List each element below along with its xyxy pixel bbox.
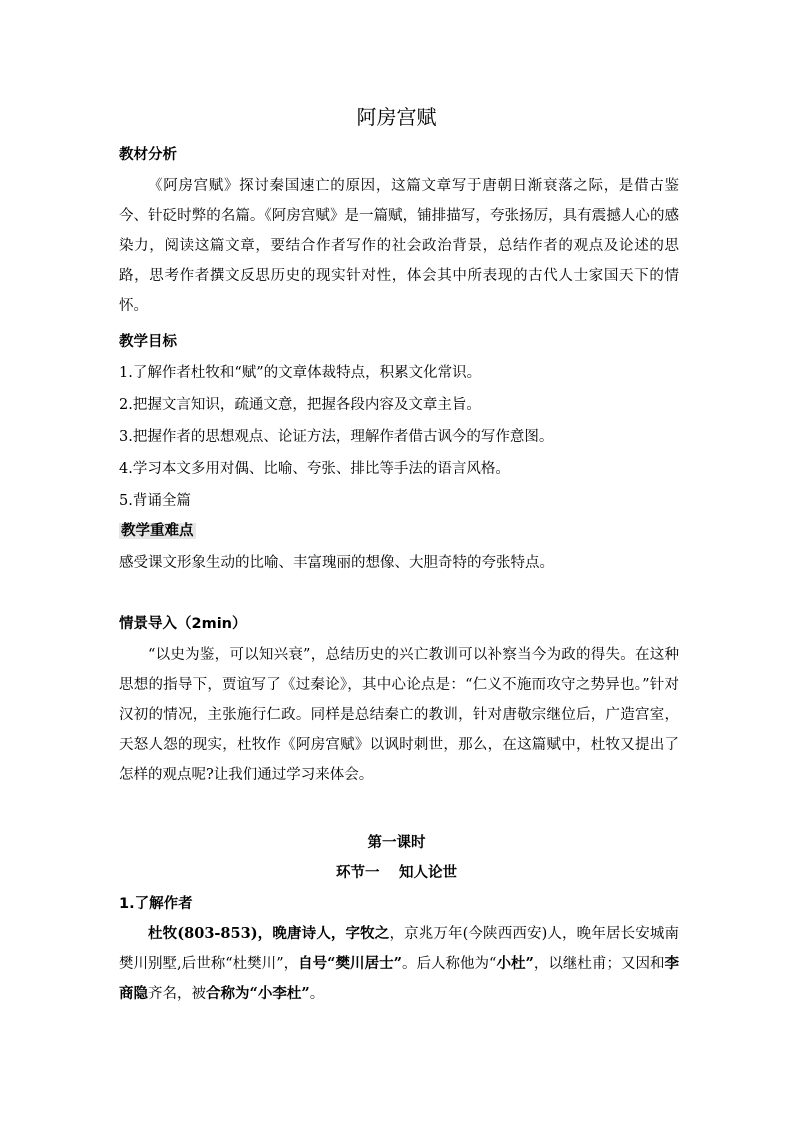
intro-paragraph: “以史为鉴，可以知兴衰”，总结历史的兴亡教训可以补察当今为政的得失。在这种思想的指导下，贾谊写了《过秦论》，其中心论点是：“仁义不施而攻守之势异也。”针对汉初的情况，主张施行仁政。同样是总结秦亡的教训，针对唐敬宗继位后，广造宫室，天怒人怨的现实，杜牧作《阿房宫赋》以讽时刺世，那么，在这篇赋中，杜牧又提出了怎样的观点呢?让我们通过学习来体会。 [119,647,679,783]
key-points-heading [119,521,196,541]
author-hao-bold: 自号“樊川居士” [298,955,402,972]
author-heji-bold: 合称为“小李杜” [206,985,310,1002]
author-heading: 1.了解作者 [119,896,193,912]
author-text-4: 齐名，被 [148,986,206,1002]
step-heading: 环节一 知人论世 [335,865,458,881]
author-paragraph [119,919,679,1009]
analysis-heading: 教材分析 [119,147,177,163]
goal-item-5: 5.背诵全篇 [119,493,191,509]
goals-heading: 教学目标 [119,334,177,350]
intro-heading: 情景导入（2min） [119,616,247,632]
author-text-3: ，以继杜甫；又因和 [533,956,665,972]
analysis-paragraph: 《阿房宫赋》探讨秦国速亡的原因，这篇文章写于唐朝日渐衰落之际，是借古鉴今、针砭时弊的名篇。《阿房宫赋》是一篇赋，铺排描写，夸张扬厉，具有震撼人心的感染力，阅读这篇文章，要结合作者写作的社会政治背景，总结作者的观点及论述的思路，思考作者撰文反思历史的现实针对性，体会其中所表现的古代人士家国天下的情怀。 [119,178,679,314]
key-points-text: 感受课文形象生动的比喻、丰富瑰丽的想像、大胆奇特的夸张特点。 [119,555,554,571]
goal-item-1: 1.了解作者杜牧和“赋”的文章体裁特点，积累文化常识。 [119,365,482,381]
author-name-bold: 杜牧(803-853)，晚唐诗人，字牧之 [148,925,390,942]
page-title: 阿房宫赋 [356,105,437,129]
lesson-heading: 第一课时 [367,835,426,851]
goal-item-3: 3.把握作者的思想观点、论证方法，理解作者借古讽今的写作意图。 [119,429,554,445]
author-text-5: 。 [309,986,325,1002]
author-text-1: ，京兆万年(今陕西西安)人，晚年居长安城南樊川别墅,后世称“杜樊川”， [119,926,680,972]
author-lsy-bold: 李商隐 [119,955,680,1002]
author-xiaodu-bold: 小杜” [496,955,534,972]
goal-item-2: 2.把握文言知识，疏通文意，把握各段内容及文章主旨。 [119,397,481,413]
key-points-heading-text: 教学重难点 [121,523,194,539]
author-text-2: 。后人称他为“ [401,956,497,972]
goal-item-4: 4.学习本文多用对偶、比喻、夸张、排比等手法的语言风格。 [119,461,510,477]
